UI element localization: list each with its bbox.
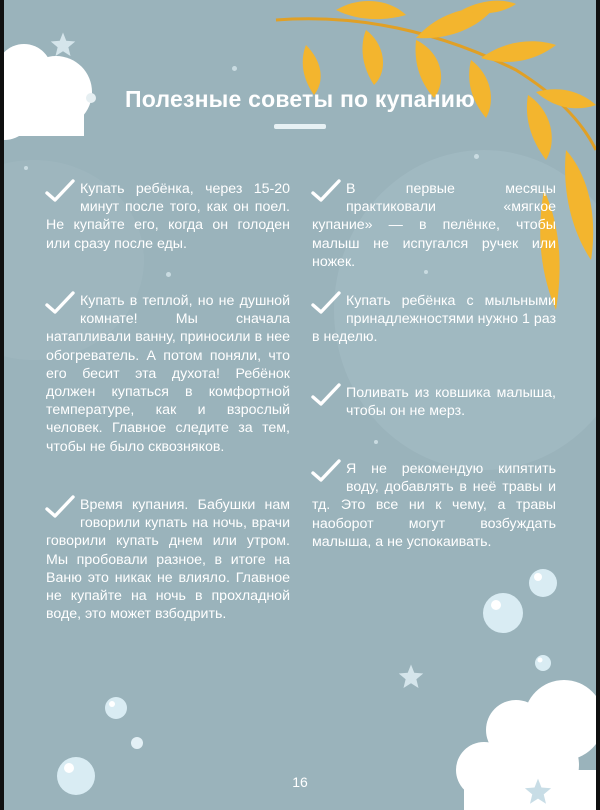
checkmark-icon bbox=[44, 290, 76, 316]
page-title: Полезные советы по купанию bbox=[125, 86, 475, 112]
star-icon bbox=[396, 662, 426, 692]
star-icon bbox=[48, 30, 78, 60]
tip-item bbox=[46, 292, 290, 456]
tip-item bbox=[46, 180, 290, 253]
tip-text: Купать ребёнка, через 15-20 минут после того, как он поел. Не купайте его, когда он голоден или сразу после еды. bbox=[46, 181, 290, 252]
tip-text: Я не рекомендую кипятить воду, добавлять в неё травы и тд. Это все ни к чему, а травы наоборот могут возбуждать малыша, а не успокаивать. bbox=[312, 461, 556, 550]
bubble bbox=[482, 592, 524, 634]
tip-text: Поливать из ковшика малыша, чтобы он не мерз. bbox=[346, 385, 556, 420]
checkmark-icon bbox=[44, 178, 76, 204]
title-underline bbox=[274, 124, 326, 129]
checkmark-icon bbox=[310, 178, 342, 204]
leaf-branch-illustration bbox=[266, 0, 596, 320]
tip-item bbox=[312, 460, 556, 551]
tip-text: Купать ребёнка с мыльными принадлежностями нужно 1 раз в неделю. bbox=[312, 293, 556, 346]
tip-text: Время купания. Бабушки нам говорили купать на ночь, врачи говорили купать днем или утром. Мы пробовали разное, в итоге на Ваню это никак не влияло. Главное не купайте на ночь в прохладной воде, это может взбодрить. bbox=[46, 497, 290, 623]
decor-dot bbox=[374, 440, 378, 444]
decor-dot bbox=[232, 66, 237, 71]
tip-text: Купать в теплой, но не душной комнате! Мы сначала натапливали ванну, приносили в нее обогреватель. А потом поняли, что его бесит эта духота! Ребёнок должен купаться в комфортной температуре, как и взрослый человек. Главное следите за тем, чтобы не было сквозняков. bbox=[46, 293, 290, 455]
checkmark-icon bbox=[310, 382, 342, 408]
bubble bbox=[528, 568, 558, 598]
decor-dot bbox=[24, 166, 28, 170]
tip-item bbox=[312, 180, 556, 271]
tip-item bbox=[312, 384, 556, 420]
bubble bbox=[104, 696, 128, 720]
bubble bbox=[130, 736, 144, 750]
page bbox=[4, 0, 596, 810]
decor-dot bbox=[166, 272, 171, 277]
checkmark-icon bbox=[310, 458, 342, 484]
bubble bbox=[534, 654, 552, 672]
page-number: 16 bbox=[292, 774, 308, 790]
tip-item bbox=[312, 292, 556, 347]
tip-text: В первые месяцы практиковали «мягкое купание» — в пелёнке, чтобы малыш не испугался ручек или ножек. bbox=[312, 181, 556, 270]
checkmark-icon bbox=[44, 494, 76, 520]
checkmark-icon bbox=[310, 290, 342, 316]
tip-item bbox=[46, 496, 290, 623]
decor-dot bbox=[474, 154, 479, 159]
